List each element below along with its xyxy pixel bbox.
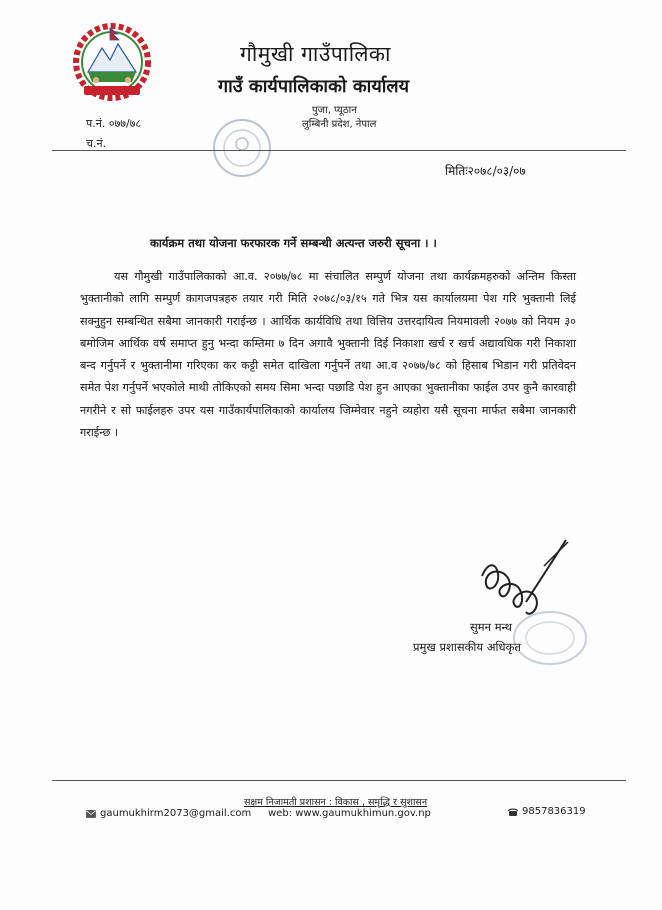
officer-seal	[510, 606, 590, 670]
mail-icon	[86, 810, 96, 818]
letter-body: यस गौमुखी गाउँपालिकाको आ.व. २०७७/७८ मा संचालित सम्पुर्ण योजना तथा कार्यक्रमहरुको अन्तिम किस्ता भुक्तानीको लागि सम्पुर्ण कागजपत्रहरु तयार गरी मिति २०७८/०३/१५ गते भित्र यस कार्यालयमा पेश गरि भुक्तानी लिई सक्नुहुन सम्बन्धित सबैमा जानकारी गराईन्छ । आर्थिक कार्यविधि तथा वित्तिय उत्तरदायित्व नियमावली २०७७ को नियम ३० बमोजिम आर्थिक वर्ष समाप्त हुनु भन्दा कम्तिमा ७ दिन अगावै भुक्तानी दिई निकाशा खर्च र खर्च अद्यावधिक गरी निकाशा बन्द गर्नुपर्ने र भुक्तानीमा गरिएका कर कट्टी समेत दाखिला गर्नुपर्ने तथा आ.व २०७७/७८ को हिसाब भिडान गरी प्रतिवेदन समेत पेश गर्नुपर्ने भएकोले माथी तोकिएको समय सिमा भन्दा पछाडि पेश हुन आएका भुक्तानीका फाईल उपर कुनै कारवाही नगरीने र सो फाईलहरु उपर यस गाउँकार्यपालिकाको कार्यालय जिम्मेवार नहुने व्यहोरा यसै सूचना मार्फत सबैमा जानकारी गराईन्छ ।	[80, 270, 576, 440]
header-divider	[52, 150, 626, 151]
address-line-1: पुजा, प्यूठान	[312, 105, 357, 116]
footer-phone	[508, 806, 586, 817]
org-name: गौमुखी गाउँपालिका	[240, 42, 391, 66]
letter-subject: कार्यक्रम तथा योजना फरफारक गर्ने सम्बन्धी अत्यन्त जरुरी सूचना । ।	[150, 236, 437, 250]
office-name: गाउँ कार्यपालिकाको कार्यालय	[218, 76, 410, 97]
phone-number[interactable]: 9857836319	[522, 806, 586, 817]
dispatch-number: च.नं.	[86, 137, 107, 150]
reference-number: प.नं. ०७७/७८	[86, 117, 142, 130]
footer-divider	[52, 780, 626, 781]
address-line-2: लुम्बिनी प्रदेश, नेपाल	[302, 119, 377, 130]
website-link[interactable]: web: www.gaumukhimun.gov.np	[268, 808, 431, 819]
signatory-title: प्रमुख प्रशासकीय अधिकृत	[413, 640, 521, 654]
letter-date: मितिः२०७८/०३/०७	[445, 164, 526, 178]
footer-tagline: सक्षम निजामती प्रशासन : विकास , समृद्धि र सुशासन	[244, 797, 428, 808]
footer-email	[86, 808, 251, 819]
signatory-name: सुमन मन्थ	[470, 620, 512, 634]
phone-icon	[508, 808, 518, 816]
office-stamp	[206, 114, 278, 182]
email-address[interactable]: gaumukhirm2073@gmail.com	[100, 808, 252, 819]
nepal-emblem-icon	[66, 22, 158, 104]
